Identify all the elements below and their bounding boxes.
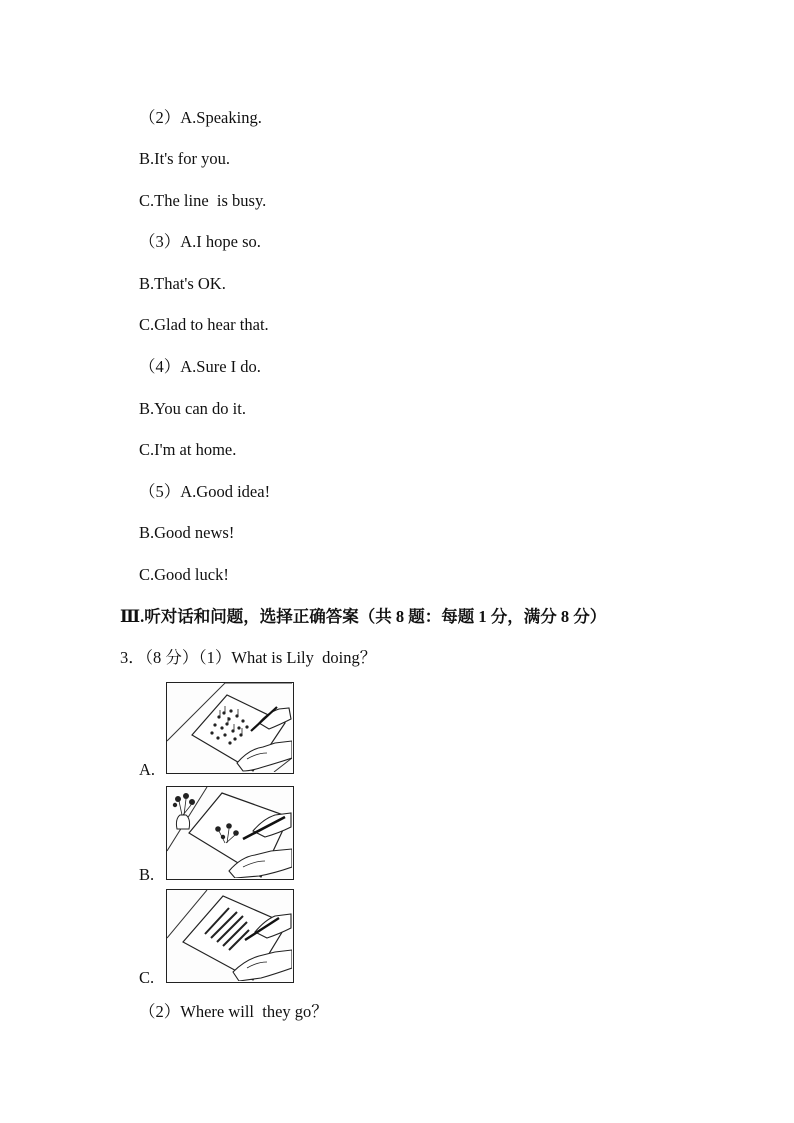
q5-option-a: （5）A.Good idea! xyxy=(139,482,271,501)
q2-option-c: C.The line is busy. xyxy=(139,191,267,210)
question3-header: 3．（8 分）（1）What is Lily doing？ xyxy=(120,648,377,667)
q3-option-c: C.Glad to hear that. xyxy=(139,315,269,334)
q3-option-a: （3）A.I hope so. xyxy=(139,232,261,251)
writing-letter-icon xyxy=(166,889,294,983)
q5-option-b: B.Good news! xyxy=(139,523,235,542)
q4-option-b: B.You can do it. xyxy=(139,399,246,418)
picture-option-c-label: C. xyxy=(139,968,155,987)
picture-option-a-label: A. xyxy=(139,760,156,779)
q2-option-a: （2）A.Speaking. xyxy=(139,108,262,127)
section3-heading: Ⅲ.听对话和问题，选择正确答案（共 8 题：每题 1 分，满分 8 分） xyxy=(120,607,607,626)
question3-2-prompt: （2）Where will they go？ xyxy=(139,1002,328,1021)
drawing-flowers-icon xyxy=(166,786,294,880)
q2-option-b: B.It's for you. xyxy=(139,149,230,168)
drawing-music-notes-icon xyxy=(166,682,294,774)
q5-option-c: C.Good luck! xyxy=(139,565,229,584)
q3-option-b: B.That's OK. xyxy=(139,274,226,293)
q4-option-c: C.I'm at home. xyxy=(139,440,237,459)
q4-option-a: （4）A.Sure I do. xyxy=(139,357,261,376)
picture-option-b-label: B. xyxy=(139,865,155,884)
